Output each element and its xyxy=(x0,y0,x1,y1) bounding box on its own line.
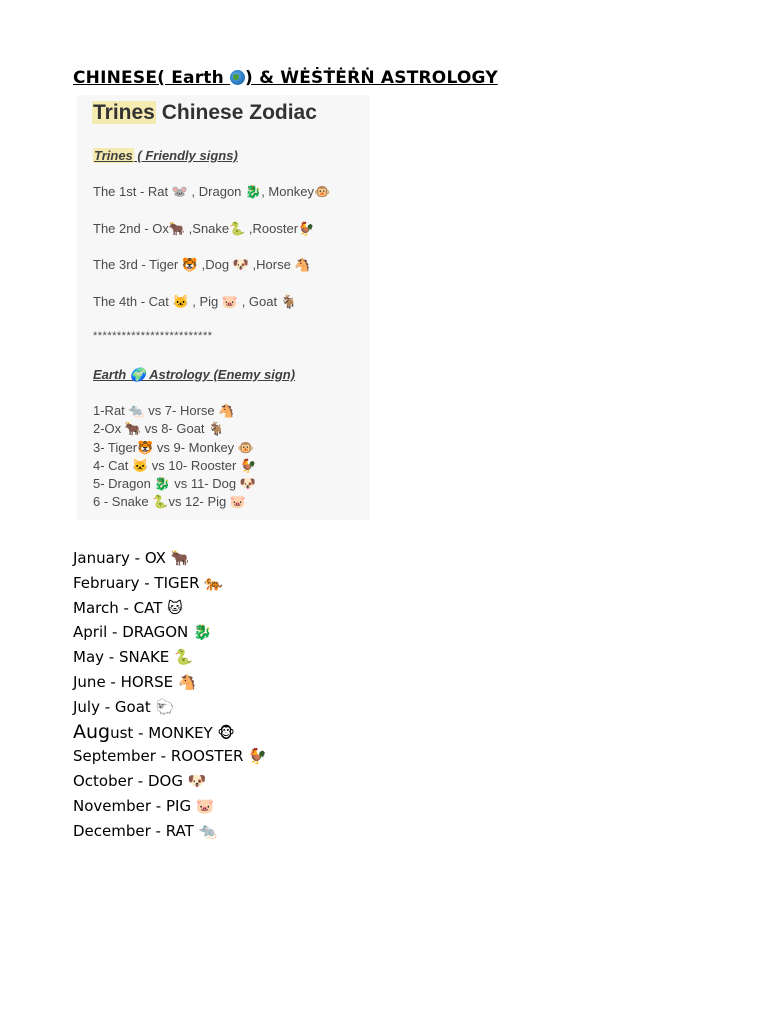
trines-heading-rest: ( Friendly signs) xyxy=(133,148,238,163)
month-item: February - TIGER 🐅 xyxy=(73,573,223,592)
document-heading xyxy=(73,68,498,88)
earth-globe-icon xyxy=(230,70,245,85)
enemy-line: 5- Dragon 🐉 vs 11- Dog 🐶 xyxy=(93,476,256,492)
month-item: March - CAT 🐱 xyxy=(73,598,183,617)
enemy-list xyxy=(93,402,256,512)
trine-line: The 2nd - Ox🐂 ,Snake🐍 ,Rooster🐓 xyxy=(93,221,315,236)
month-item: December - RAT 🐀 xyxy=(73,821,218,840)
month-item: January - OX 🐂 xyxy=(73,549,190,567)
enemy-line: 4- Cat 🐱 vs 10- Rooster 🐓 xyxy=(93,457,257,473)
trines-heading xyxy=(93,148,238,163)
month-list xyxy=(73,547,267,845)
trine-line: The 1st - Rat 🐭 , Dragon 🐉, Monkey🐵 xyxy=(93,184,331,199)
enemy-line: 6 - Snake 🐍vs 12- Pig 🐷 xyxy=(93,494,247,510)
heading-text-end: ) & ẆĖṠṪĖṘṄ ASTROLOGY￼ xyxy=(245,68,498,88)
month-item-lead: Aug xyxy=(73,720,111,743)
month-item: May - SNAKE 🐍 xyxy=(73,648,193,667)
enemy-line: 3- Tiger🐯 vs 9- Monkey 🐵 xyxy=(93,439,254,455)
card-title-rest: Chinese Zodiac xyxy=(155,101,317,124)
trines-heading-highlight: Trines xyxy=(94,148,133,163)
enemy-line: 1-Rat 🐀 vs 7- Horse 🐴 xyxy=(93,403,235,418)
month-item: June - HORSE 🐴 xyxy=(73,672,197,691)
month-item: November - PIG 🐷 xyxy=(73,796,215,815)
trine-line: The 3rd - Tiger 🐯 ,Dog 🐶 ,Horse 🐴 xyxy=(93,257,311,272)
trine-line: The 4th - Cat 🐱 , Pig 🐷 , Goat 🐐 xyxy=(93,294,297,309)
month-item-rest: ust - MONKEY 🐵 xyxy=(110,723,235,742)
zodiac-image-card xyxy=(77,95,370,520)
separator-line: ************************* xyxy=(93,330,213,342)
enemy-line: 2-Ox 🐂 vs 8- Goat 🐐 xyxy=(93,421,225,437)
enemy-heading: Earth 🌍 Astrology (Enemy sign) xyxy=(93,367,296,382)
month-item: October - DOG 🐶 xyxy=(73,772,207,791)
month-item: April - DRAGON 🐉 xyxy=(73,623,212,642)
card-title xyxy=(92,101,317,125)
month-item: July - Goat 🐑 xyxy=(73,697,175,716)
month-item: September - ROOSTER 🐓 xyxy=(73,747,267,766)
card-title-highlight: Trines xyxy=(93,101,155,124)
month-item xyxy=(73,721,267,746)
heading-text-start: CHINESE( Earth xyxy=(73,68,231,88)
